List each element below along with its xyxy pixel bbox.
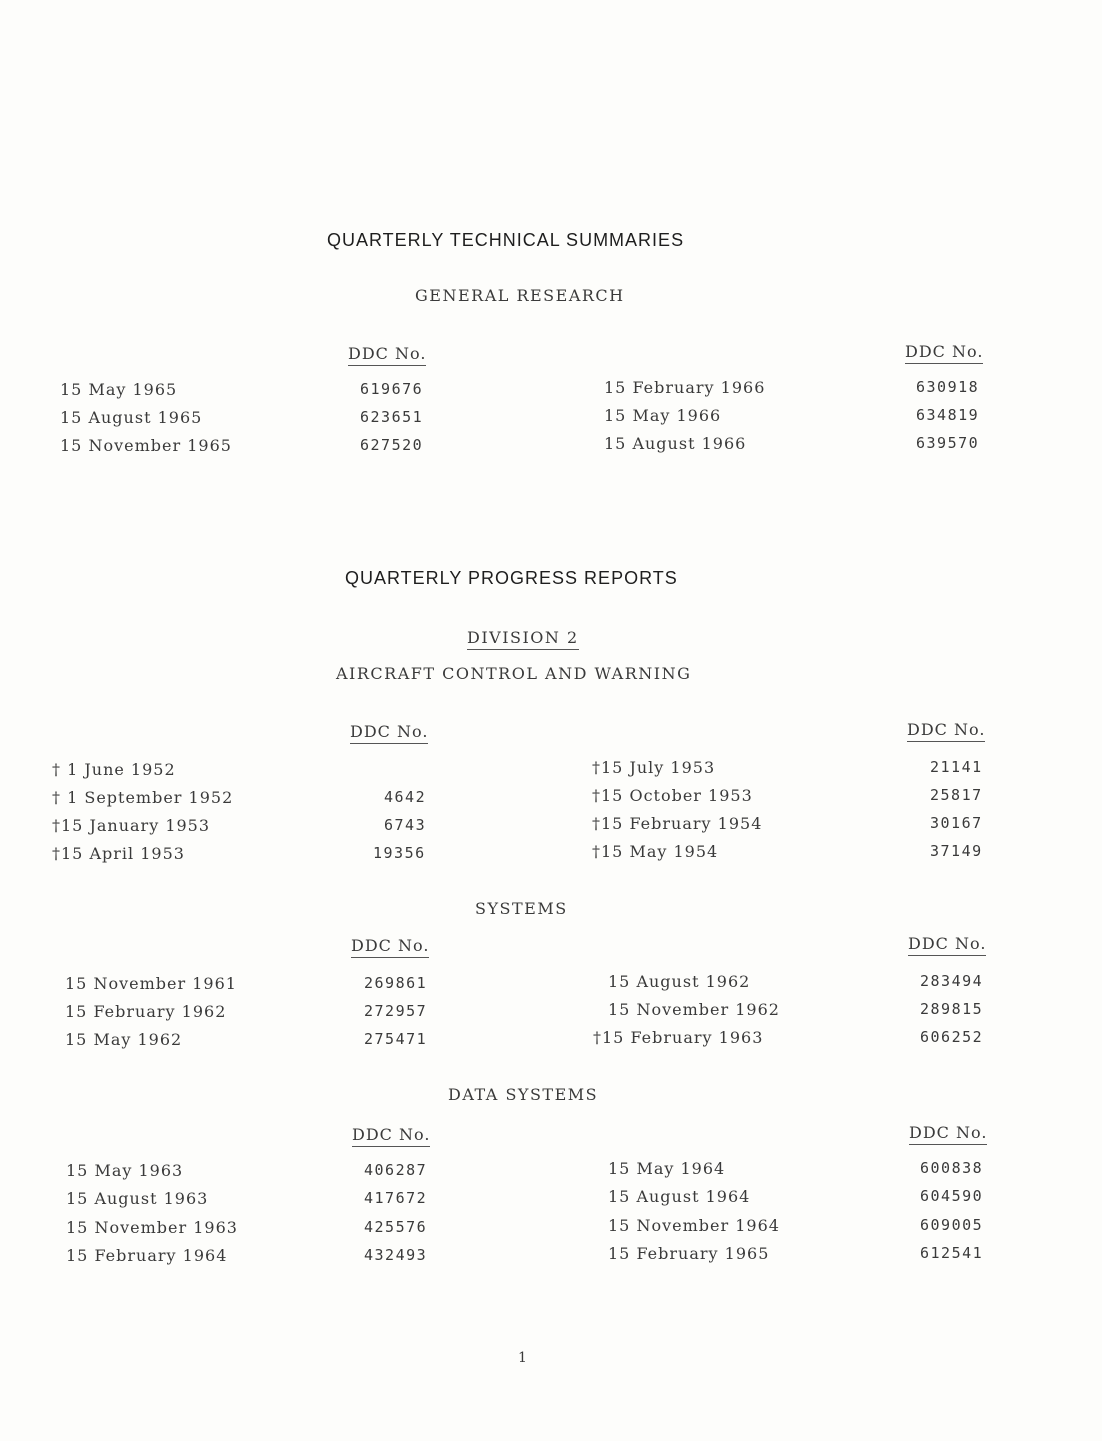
acw-right-date: †15 October 1953 [592,786,753,805]
qts-title: QUARTERLY TECHNICAL SUMMARIES [327,230,685,250]
gr-right-date: 15 February 1966 [604,378,766,397]
acw-ddc-header-left: DDC No. [350,722,428,744]
gr-right-ddc: 630918 [916,378,980,396]
ds-left-date: 15 May 1963 [66,1161,184,1180]
ds-left-date: 15 February 1964 [66,1246,228,1265]
sys-left-date: 15 May 1962 [65,1030,183,1049]
sys-left-ddc: 272957 [364,1002,428,1020]
sys-right-date: 15 November 1962 [608,1000,780,1019]
acw-right-date: †15 July 1953 [592,758,716,777]
ds-left-date: 15 August 1963 [66,1189,209,1208]
ds-right-ddc: 612541 [920,1244,984,1262]
ds-left-ddc: 425576 [364,1218,428,1236]
acw-right-ddc: 30167 [930,814,983,832]
ds-right-ddc: 609005 [920,1216,984,1234]
gr-ddc-header-right: DDC No. [905,342,983,364]
general-research-title: GENERAL RESEARCH [415,286,625,305]
gr-left-ddc: 627520 [360,436,424,454]
gr-right-ddc: 634819 [916,406,980,424]
sys-left-date: 15 February 1962 [65,1002,227,1021]
gr-left-ddc: 619676 [360,380,424,398]
sys-right-date: 15 August 1962 [608,972,751,991]
acw-ddc-header-right: DDC No. [907,720,985,742]
acw-left-ddc: 19356 [373,844,426,862]
page-number: 1 [518,1350,527,1366]
ds-left-ddc: 417672 [364,1189,428,1207]
ds-left-ddc: 406287 [364,1161,428,1179]
ds-right-ddc: 600838 [920,1159,984,1177]
gr-ddc-header-left: DDC No. [348,344,426,366]
data-systems-title: DATA SYSTEMS [448,1085,599,1104]
sys-left-ddc: 269861 [364,974,428,992]
acw-right-ddc: 37149 [930,842,983,860]
acw-right-ddc: 25817 [930,786,983,804]
gr-right-date: 15 August 1966 [604,434,747,453]
gr-left-date: 15 November 1965 [60,436,232,455]
acw-title: AIRCRAFT CONTROL AND WARNING [336,664,692,683]
gr-left-date: 15 August 1965 [60,408,203,427]
acw-right-date: †15 February 1954 [592,814,763,833]
gr-left-ddc: 623651 [360,408,424,426]
gr-right-date: 15 May 1966 [604,406,722,425]
sys-right-ddc: 283494 [920,972,984,990]
ds-right-date: 15 February 1965 [608,1244,770,1263]
gr-left-date: 15 May 1965 [60,380,178,399]
acw-left-date: †15 January 1953 [52,816,211,835]
gr-right-ddc: 639570 [916,434,980,452]
ds-ddc-header-left: DDC No. [352,1125,430,1147]
ds-left-date: 15 November 1963 [66,1218,238,1237]
sys-left-date: 15 November 1961 [65,974,237,993]
acw-right-ddc: 21141 [930,758,983,776]
acw-left-date: † 1 June 1952 [52,760,176,779]
ds-left-ddc: 432493 [364,1246,428,1264]
sys-ddc-header-left: DDC No. [351,936,429,958]
acw-left-ddc: 6743 [384,816,427,834]
ds-ddc-header-right: DDC No. [909,1123,987,1145]
systems-title: SYSTEMS [475,899,568,918]
sys-right-date: †15 February 1963 [593,1028,764,1047]
acw-left-date: † 1 September 1952 [52,788,234,807]
ds-right-date: 15 May 1964 [608,1159,726,1178]
acw-left-date: †15 April 1953 [52,844,185,863]
division-title: DIVISION 2 [467,628,579,650]
ds-right-date: 15 November 1964 [608,1216,780,1235]
ds-right-ddc: 604590 [920,1187,984,1205]
sys-ddc-header-right: DDC No. [908,934,986,956]
ds-right-date: 15 August 1964 [608,1187,751,1206]
sys-left-ddc: 275471 [364,1030,428,1048]
sys-right-ddc: 289815 [920,1000,984,1018]
sys-right-ddc: 606252 [920,1028,984,1046]
qpr-title: QUARTERLY PROGRESS REPORTS [345,568,678,588]
acw-right-date: †15 May 1954 [592,842,719,861]
acw-left-ddc: 4642 [384,788,427,806]
